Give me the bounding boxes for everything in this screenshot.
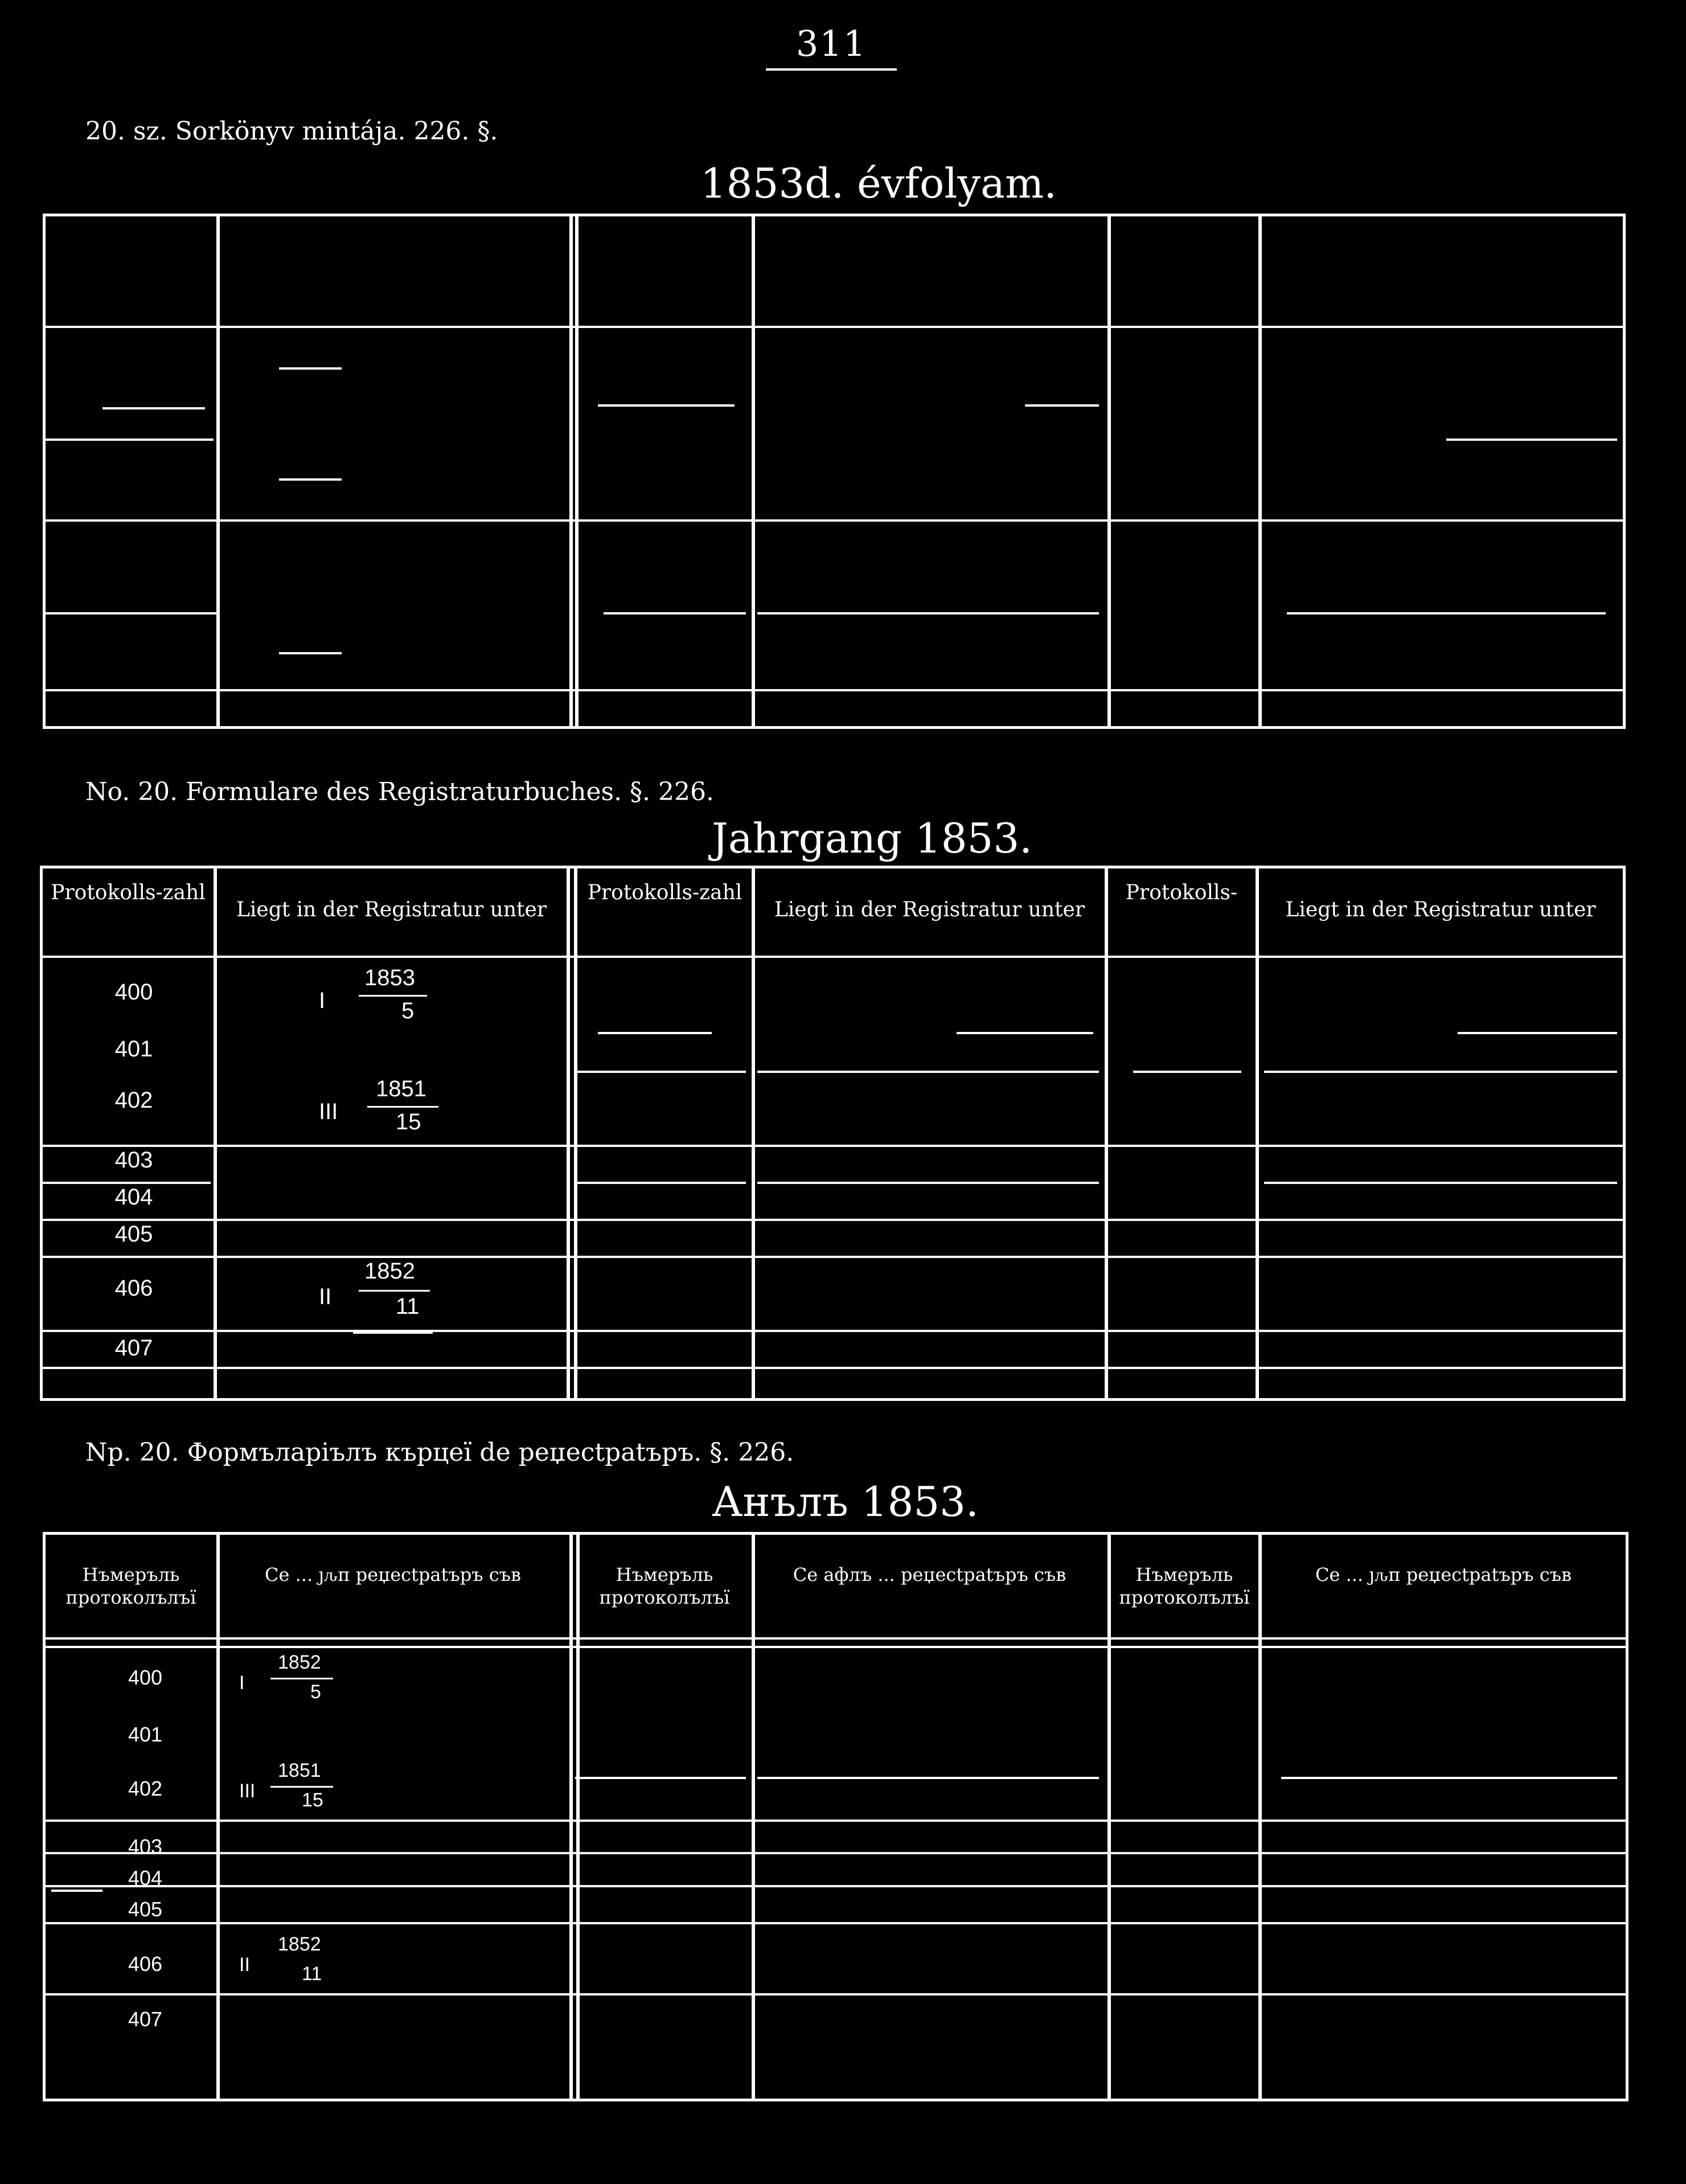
german-header-col1: Protokolls-zahl [51,881,206,904]
romanian-header-col4: Се афлъ ... реџесtраtъръ съв [793,1564,1066,1585]
romanian-entry-1: I 1852 5 [239,1652,353,1714]
romanian-row-number: 401 [128,1723,163,1746]
german-entry-2: III 1851 15 [319,1076,444,1145]
romanian-row-number: 405 [128,1898,163,1921]
german-entry-1: I 1853 5 [319,965,433,1034]
romanian-header-col1: Нъмеръль протоколълъї [65,1564,196,1608]
hungarian-title: 20. sz. Sorkönyv mintája. 226. §. [85,117,498,146]
german-row-number: 406 [114,1276,153,1301]
romanian-year: Анълъ 1853. [712,1478,979,1526]
german-row-number: 404 [114,1185,153,1210]
german-title: No. 20. Formulare des Registraturbuches. §. 226. [85,777,714,806]
german-header-col5: Protokolls- [1125,881,1238,904]
romanian-row-number: 407 [128,2007,163,2031]
german-row-number: 407 [114,1335,153,1361]
german-table [40,866,1626,1401]
romanian-header-col3: Нъмеръль протоколълъї [599,1564,730,1608]
romanian-row-number: 400 [128,1666,163,1689]
romanian-row-number: 403 [128,1835,163,1858]
german-row-number: 400 [114,980,153,1005]
german-entry-3: II 1852 11 [319,1259,444,1327]
german-header-col2: Liegt in der Registratur unter [236,898,547,921]
romanian-entry-2: III 1851 15 [239,1760,353,1822]
hungarian-year: 1853d. évfolyam. [700,159,1057,207]
german-row-number: 403 [114,1148,153,1173]
romanian-header-col2: Се ... ȷԉп реџесtраtъръ съв [265,1564,521,1585]
romanian-row-number: 404 [128,1866,163,1890]
german-row-number: 401 [114,1036,153,1062]
romanian-row-number: 406 [128,1952,163,1976]
german-year: Jahrgang 1853. [712,814,1033,862]
romanian-row-number: 402 [128,1777,163,1800]
romanian-header-col6: Се ... ȷԉп реџесtраtъръ съв [1315,1564,1572,1585]
german-row-number: 402 [114,1088,153,1113]
german-header-col4: Liegt in der Registratur unter [774,898,1085,921]
romanian-header-col5: Нъмеръль протоколълъї [1119,1564,1250,1608]
german-row-number: 405 [114,1222,153,1247]
german-header-col6: Liegt in der Registratur unter [1285,898,1596,921]
page-number-rule [766,68,897,71]
german-header-col3: Protokolls-zahl [587,881,743,904]
page-number: 311 [795,23,867,64]
romanian-title: Nр. 20. Формъларіълъ кърцеї de реџесtраtъръ. §. 226. [85,1438,794,1467]
romanian-entry-3: II 1852 11 [239,1933,322,1985]
